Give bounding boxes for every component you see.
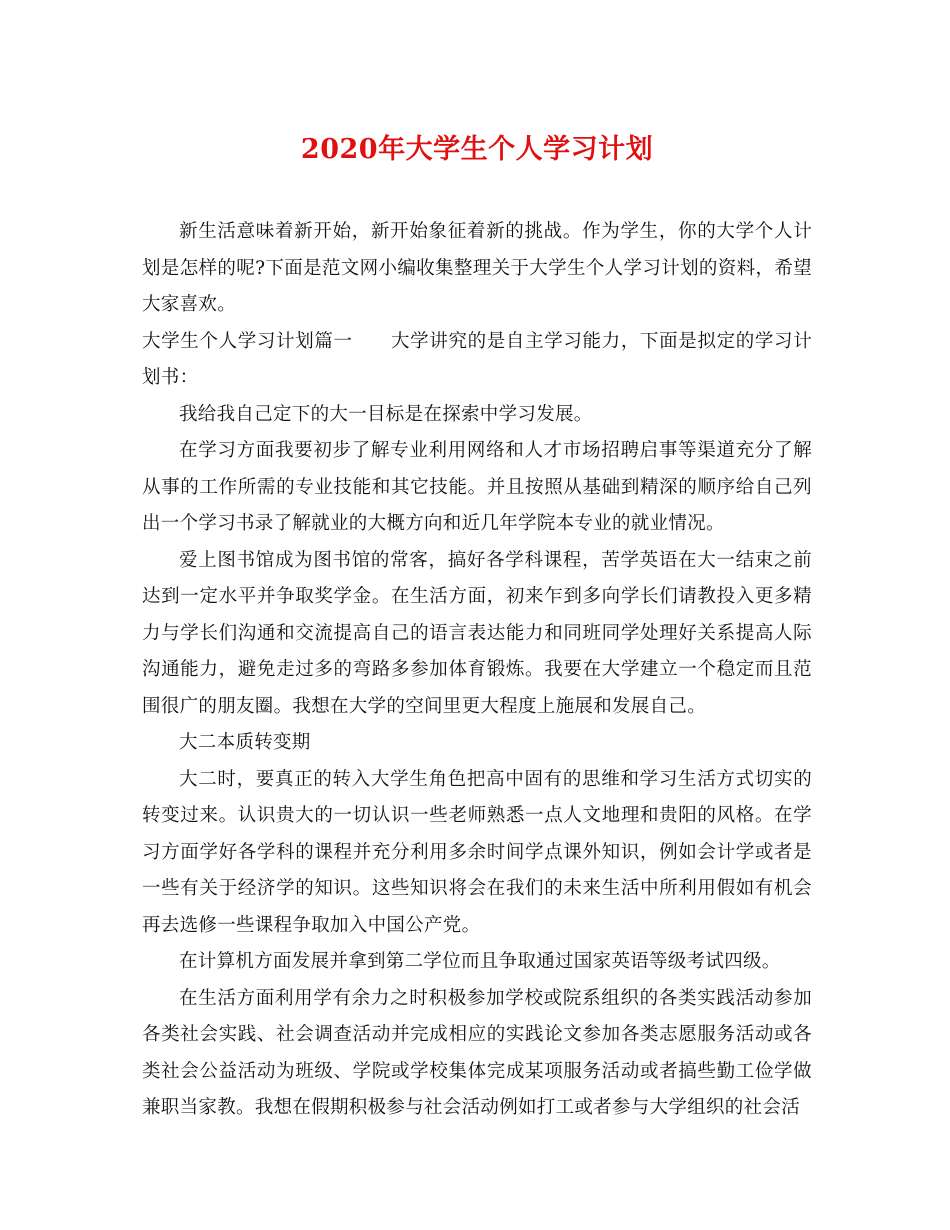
paragraph: 在学习方面我要初步了解专业利用网络和人才市场招聘启事等渠道充分了解从事的工作所需的专业技能和其它技能。并且按照从基础到精深的顺序给自己列出一个学习书录了解就业的大概方向和近几年学院本专业的就业情况。 [142, 440, 812, 534]
section-heading-paragraph [142, 324, 812, 397]
paragraph: 我给我自己定下的大一目标是在探索中学习发展。 [179, 403, 593, 425]
document-page [142, 130, 812, 1127]
section-lead: 大学讲究的是自主学习能力，下面是拟定的学习计划书： [142, 330, 812, 388]
paragraph: 爱上图书馆成为图书馆的常客，搞好各学科课程，苦学英语在大一结束之前达到一定水平并争取奖学金。在生活方面，初来乍到多向学长们请教投入更多精力与学长们沟通和交流提高自己的语言表达能力和同班同学处理好关系提高人际沟通能力，避免走过多的弯路多参加体育锻炼。我要在大学建立一个稳定而且范围很广的朋友圈。我想在大学的空间里更大程度上施展和发展自己。 [142, 549, 812, 717]
paragraph: 在计算机方面发展并拿到第二学位而且争取通过国家英语等级考试四级。 [179, 951, 781, 972]
intro-paragraph: 新生活意味着新开始，新开始象征着新的挑战。作为学生，你的大学个人计划是怎样的呢?下面是范文网小编收集整理关于大学生个人学习计划的资料，希望大家喜欢。 [142, 221, 812, 315]
document-body [142, 214, 812, 1127]
document-title: 2020年大学生个人学习计划 [300, 134, 654, 165]
paragraph: 大二时，要真正的转入大学生角色把高中固有的思维和学习生活方式切实的转变过来。认识贵大的一切认识一些老师熟悉一点人文地理和贵阳的风格。在学习方面学好各学科的课程并充分利用多余时间学点课外知识，例如会计学或者是一些有关于经济学的知识。这些知识将会在我们的未来生活中所利用假如有机会再去选修一些课程争取加入中国公产党。 [142, 768, 812, 936]
subheading-paragraph: 大二本质转变期 [179, 732, 311, 753]
paragraph: 在生活方面利用学有余力之时积极参加学校或院系组织的各类实践活动参加各类社会实践、社会调查活动并完成相应的实践论文参加各类志愿服务活动或各类社会公益活动为班级、学院或学校集体完成某项服务活动或者搞些勤工俭学做兼职当家教。我想在假期积极参与社会活动例如打工或者参与大学组织的社会活 [142, 987, 812, 1118]
section-heading: 大学生个人学习计划篇一 [142, 330, 353, 352]
